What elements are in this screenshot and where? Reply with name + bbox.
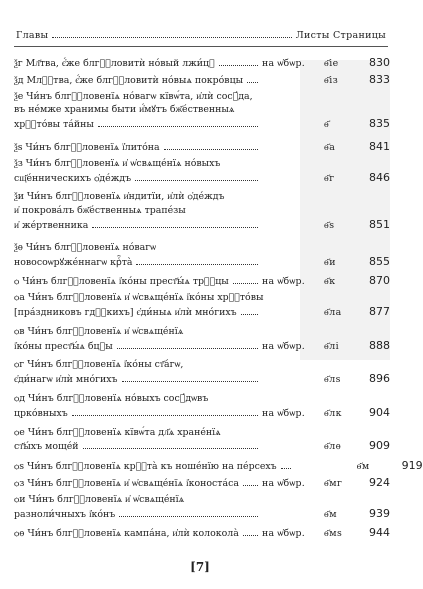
dot-leader [136, 264, 258, 265]
toc-entry[interactable] [14, 476, 390, 490]
toc-entry-title: ѯе Чи́нъ блгⷭ҇ловенїѧ но́вагѡ кївѡ́та, и҆лѝ сосꙋ́да, [14, 90, 253, 102]
toc-entry-line [14, 241, 390, 255]
toc-entry-title: [пра́здниковъ гдⷭ҇кихъ] є҆ди́ныѧ и҆лѝ мно́гихъ [14, 306, 237, 318]
toc-entry-line [14, 493, 390, 507]
toc-entry-line [14, 204, 390, 218]
toc-entry[interactable] [14, 459, 423, 473]
toc-entry-leaf-number: ѳ҃м [356, 461, 370, 473]
toc-entry-line [14, 325, 390, 339]
toc-entry-page-number: 841 [369, 140, 390, 153]
dot-leader [219, 65, 258, 66]
toc-entry-verso-note: на ѡ҆бѡр. [262, 58, 305, 69]
header-dot-leader [52, 37, 291, 38]
toc-entry-leaf-number: ѳ҃іе [324, 58, 339, 69]
toc-entry-leaf-number: ѳ҃лѳ [324, 441, 342, 453]
dot-leader [243, 535, 258, 536]
dot-leader [247, 82, 258, 83]
toc-entry-leaf-number: ѳ҃ [324, 119, 330, 131]
toc-entry-line [14, 291, 390, 305]
toc-entry-title: є҆ди́нагѡ и҆лѝ мно́гихъ [14, 374, 118, 386]
toc-entry-title: ѯз Чи́нъ блгⷭ҇ловенїѧ и҆ ѡ҆свѧще́нїѧ но́выхъ [14, 157, 221, 169]
toc-entry-title: ѯѕ Чи́нъ блгⷭ҇ловенїѧ ї҆лито́на [14, 142, 160, 153]
toc-entry-last-line [14, 339, 390, 353]
toc-entry[interactable] [14, 426, 390, 454]
toc-entry-leaf-number: ѳ҃к [324, 276, 336, 288]
toc-entry-verso-note: на ѡ҆бѡр. [262, 276, 305, 288]
toc-entry-leaf-number: ѳ҃мѕ [324, 528, 343, 540]
toc-entry[interactable] [14, 274, 390, 288]
toc-entry-line [14, 358, 390, 372]
dot-leader [281, 468, 291, 469]
toc-entry-page-number: 939 [369, 506, 390, 520]
toc-entry-last-line [14, 73, 390, 87]
dot-leader [72, 415, 258, 416]
toc-entry-last-line [14, 171, 390, 185]
toc-entry-leaf-number: ѳ҃и [324, 256, 336, 268]
toc-entry-last-line [14, 507, 390, 521]
toc-entry-page-number: 919 [401, 459, 423, 473]
dot-leader [98, 126, 258, 127]
toc-entry-verso-note: на ѡ҆бѡр. [262, 528, 305, 540]
toc-entry-title: ѻа Чи́нъ блгⷭ҇ловенїѧ и҆ ѡ҆свѧще́нїѧ і҆ко́ны хрⷭ҇то́вы [14, 292, 264, 304]
toc-entry-last-line [14, 255, 390, 269]
toc-entry-line [14, 426, 390, 440]
toc-entry-last-line [14, 274, 390, 288]
header-chapters-label: Главы [16, 30, 49, 41]
toc-entry[interactable] [14, 241, 390, 269]
toc-entry-last-line [14, 218, 390, 232]
toc-entry[interactable] [14, 493, 390, 521]
toc-entry-title: црко́вныхъ [14, 407, 68, 419]
toc-entry-last-line [14, 459, 423, 473]
toc-entry[interactable] [14, 157, 390, 185]
toc-entry-title: хрⷭ҇то́вы та́йны [14, 119, 94, 131]
toc-entry-last-line [14, 140, 390, 154]
toc-header [16, 30, 386, 41]
toc-entry-title: ст҃ы́хъ моще́й [14, 441, 79, 453]
toc-entry-title: і҆ко́ны прест҃ы́ѧ бцⷣы [14, 340, 113, 352]
toc-entry[interactable] [14, 56, 390, 70]
toc-entry-leaf-number: ѳ҃із [324, 74, 339, 86]
toc-entry-page-number: 877 [369, 304, 390, 318]
toc-entry-line [14, 392, 390, 406]
toc-entry-page-number: 904 [369, 405, 390, 419]
toc-entry-page-number: 833 [369, 72, 390, 86]
toc-entry[interactable] [14, 291, 390, 319]
toc-entry-line [14, 103, 390, 117]
toc-entry-title: ѻ Чи́нъ блгⷭ҇ловенїѧ і҆ко́ны прест҃ы́ѧ трⷪ҇цы [14, 276, 229, 288]
toc-entry-line [14, 90, 390, 104]
toc-entry-title: ѯи Чи́нъ блгⷭ҇ловенїѧ и҆ндитїи, и҆лѝ ѻ҆де́ждъ [14, 191, 225, 203]
toc-entry-title: ѻе Чи́нъ блгⷭ҇ловенїѧ кївѡ́та дл҃ѧ хране́нїѧ [14, 426, 221, 438]
toc-entry-leaf-number: ѳ҃лі [324, 340, 340, 352]
toc-entry-last-line [14, 117, 390, 131]
toc-entry[interactable] [14, 526, 390, 540]
dot-leader [135, 180, 258, 181]
toc-entry-verso-note: на ѡ҆бѡр. [262, 478, 305, 489]
toc-entry[interactable] [14, 90, 390, 131]
toc-entry-page-number: 851 [369, 217, 390, 231]
toc-entry-last-line [14, 56, 390, 70]
toc-entry-title: въ не́мже хранимы быти и҆́мꙋтъ бж҃е́ственныѧ [14, 104, 235, 116]
dot-leader [119, 516, 258, 517]
toc-entry-line [14, 190, 390, 204]
toc-entry[interactable] [14, 392, 390, 420]
dot-leader [122, 381, 258, 382]
header-rule [14, 46, 388, 47]
toc-entry-page-number: 909 [369, 439, 390, 453]
toc-entry-page-number: 896 [369, 372, 390, 386]
toc-entry-title: ѻз Чи́нъ блгⷭ҇ловенїѧ и҆ ѡ҆свѧще́нїѧ і҆коноста́са [14, 478, 239, 489]
toc-entry-verso-note: на ѡ҆бѡр. [262, 407, 305, 419]
toc-entry-leaf-number: ѳ҃мг [324, 478, 343, 489]
toc-entry-last-line [14, 305, 390, 319]
toc-entry-title: ѯѳ Чи́нъ блгⷭ҇ловенїѧ но́вагѡ [14, 241, 157, 253]
toc-entry-title: и҆ же́ртвенника [14, 219, 89, 231]
toc-entry-leaf-number: ѳ҃ѕ [324, 219, 335, 231]
dot-leader [117, 348, 258, 349]
toc-entry-title: ѯд Млⷭ҇тва, є҆́же блгⷭ҇ловитѝ но́выѧ покро́вцы [14, 74, 244, 86]
toc-entry-title: сщ҃е́нническихъ ѻ҆де́ждъ [14, 172, 132, 184]
toc-entry-title: ѻѳ Чи́нъ блгⷭ҇ловенїѧ кампа́на, и҆лѝ колокола̀ [14, 528, 239, 540]
toc-entry-title: ѻѕ Чи́нъ блгⷭ҇ловенїѧ крⷭ҇та̀ къ ноше́нїю на пе́рсехъ [14, 461, 277, 473]
toc-entry-leaf-number: ѳ҃лѕ [324, 374, 341, 386]
toc-entry-line [14, 157, 390, 171]
toc-entry-title: разноли́чныхъ і҆ко́нъ [14, 508, 116, 520]
toc-entry[interactable] [14, 73, 390, 87]
toc-entry-title: ѻг Чи́нъ блгⷭ҇ловенїѧ і҆ко́ны ст҃а́гѡ, [14, 359, 184, 371]
dot-leader [92, 227, 258, 228]
toc-entry-page-number: 830 [369, 56, 390, 69]
toc-entry[interactable] [14, 358, 390, 386]
toc-entry-leaf-number: ѳ҃м [324, 508, 337, 520]
header-leaves-pages-label: Листы Страницы [295, 30, 386, 41]
toc-entry-last-line [14, 406, 390, 420]
dot-leader [243, 485, 258, 486]
toc-entry-verso-note: на ѡ҆бѡр. [262, 340, 305, 352]
toc-entry-title: новосоѡрꙋже́ннагѡ крⷭ҇та̀ [14, 256, 133, 268]
toc-entry[interactable] [14, 190, 390, 231]
toc-entry-title: ѯг Мл҃тва, є҆́же блгⷭ҇ловитѝ но́вый лжи́цꙋ [14, 58, 215, 69]
toc-entry-page-number: 870 [369, 274, 390, 288]
toc-entry-page-number: 924 [369, 476, 390, 489]
toc-entry-leaf-number: ѳ҃лк [324, 407, 343, 419]
dot-leader [83, 448, 259, 449]
toc-entry-last-line [14, 439, 390, 453]
dot-leader [164, 149, 258, 150]
toc-entry-title: ѻд Чи́нъ блгⷭ҇ловенїѧ но́выхъ сосꙋ́дѡвъ [14, 393, 209, 404]
toc-entry-last-line [14, 476, 390, 490]
toc-entry-page-number: 835 [369, 117, 390, 131]
toc-entry-leaf-number: ѳ҃а [324, 142, 336, 153]
toc-entry-page-number: 944 [369, 526, 390, 540]
toc-entry-leaf-number: ѳ҃ла [324, 306, 342, 318]
toc-entry-title: и҆ покрова́лъ бж҃е́ственныѧ трапе́зы [14, 205, 186, 217]
toc-entry-page-number: 846 [369, 170, 390, 184]
toc-entry[interactable] [14, 140, 390, 154]
toc-entry-title: ѻв Чи́нъ блгⷭ҇ловенїѧ и҆ ѡ҆свѧще́нїѧ [14, 325, 184, 337]
toc-entry-page-number: 855 [369, 254, 390, 268]
toc-entry[interactable] [14, 325, 390, 353]
toc-entry-page-number: 888 [369, 338, 390, 352]
toc-entry-last-line [14, 372, 390, 386]
toc-entry-leaf-number: ѳ҃г [324, 172, 335, 184]
dot-leader [233, 283, 258, 284]
toc-entry-last-line [14, 526, 390, 540]
dot-leader [241, 314, 258, 315]
toc-entry-title: ѻи Чи́нъ блгⷭ҇ловенїѧ и҆ ѡ҆свѧще́нїѧ [14, 493, 185, 505]
page-folio: [7] [190, 560, 210, 574]
